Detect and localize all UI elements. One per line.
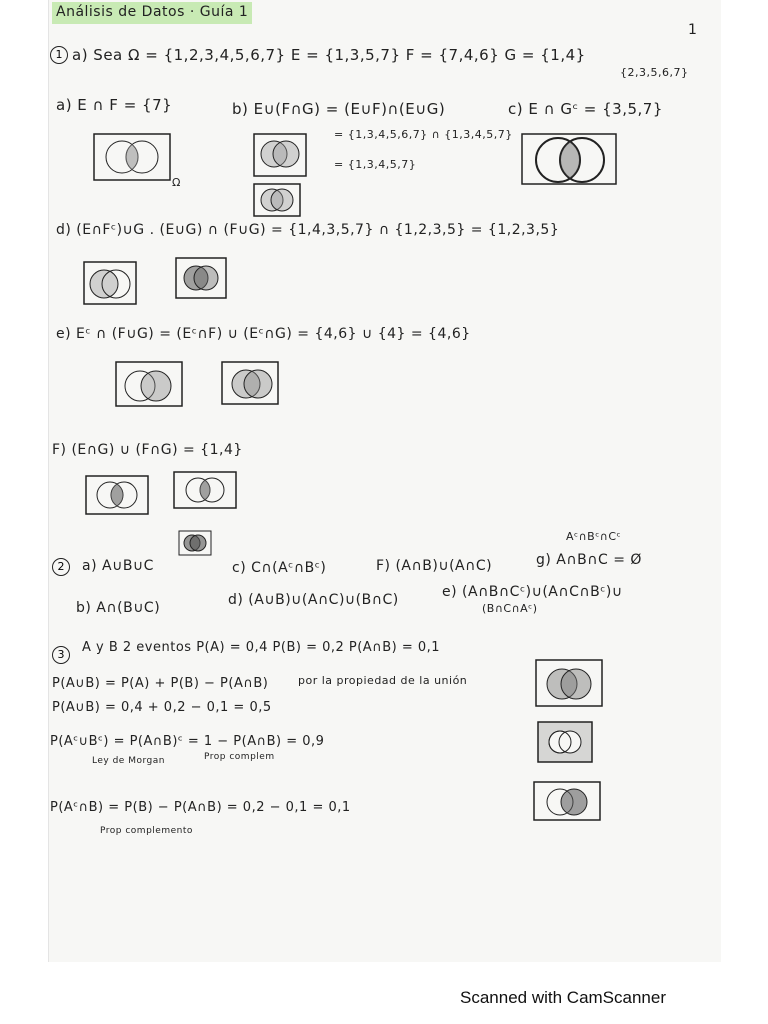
ex1-a: a) E ∩ F = {7}	[56, 96, 173, 114]
venn-diagram-a	[92, 132, 172, 182]
ex3-l3-note2: Prop complem	[204, 752, 275, 762]
exercise-3-number: 3	[52, 646, 70, 664]
venn-diagram-3b	[536, 720, 594, 764]
ex1-b-line2: = {1,3,4,5,6,7} ∩ {1,3,4,5,7}	[334, 128, 513, 141]
venn-diagram-b2	[252, 182, 302, 218]
ex3-l1-note: por la propiedad de la unión	[298, 674, 468, 687]
ex3-l4: P(Aᶜ∩B) = P(B) − P(A∩B) = 0,2 − 0,1 = 0,1	[50, 800, 351, 815]
ex2-g-note: Aᶜ∩Bᶜ∩Cᶜ	[566, 530, 622, 543]
ex3-intro: A y B 2 eventos P(A) = 0,4 P(B) = 0,2 P(A∩B) = 0,1	[82, 640, 441, 655]
ex1-d: d) (E∩Fᶜ)∪G . (E∪G) ∩ (F∪G) = {1,4,3,5,7} ∩ {1,2,3,5} = {1,2,3,5}	[56, 222, 560, 238]
camscanner-watermark: Scanned with CamScanner	[460, 988, 667, 1007]
ex1-e: e) Eᶜ ∩ (F∪G) = (Eᶜ∩F) ∪ (Eᶜ∩G) = {4,6} ∪ {4} = {4,6}	[56, 326, 471, 342]
ex1-f: F) (E∩G) ∪ (F∩G) = {1,4}	[52, 442, 243, 458]
ex1-c: c) E ∩ Gᶜ = {3,5,7}	[508, 100, 663, 118]
ex3-l3-note1: Ley de Morgan	[92, 756, 165, 766]
ex2-a: a) A∪B∪C	[82, 558, 154, 574]
ex3-l2: P(A∪B) = 0,4 + 0,2 − 0,1 = 0,5	[52, 700, 272, 715]
ex3-l4-note: Prop complemento	[100, 826, 193, 836]
omega-label-a: Ω	[172, 176, 181, 189]
ex1-b: b) E∪(F∩G) = (E∪F)∩(E∪G)	[232, 100, 446, 118]
ex2-g: g) A∩B∩C = Ø	[536, 552, 642, 568]
venn-diagram-3a	[534, 658, 604, 708]
ex2-e-line2: (B∩C∩Aᶜ)	[482, 602, 538, 615]
venn-diagram-e1	[114, 360, 184, 408]
ex1-statement: a) Sea Ω = {1,2,3,4,5,6,7} E = {1,3,5,7} F = {7,4,6} G = {1,4}	[72, 46, 586, 64]
exercise-1-number: 1	[50, 46, 68, 64]
page-title: Análisis de Datos · Guía 1	[56, 4, 249, 20]
ex1-b-line3: = {1,3,4,5,7}	[334, 158, 417, 171]
venn-diagram-b1	[252, 132, 308, 178]
venn-diagram-d2	[174, 256, 228, 300]
exercise-2-number: 2	[52, 558, 70, 576]
ex2-c: c) C∩(Aᶜ∩Bᶜ)	[232, 560, 327, 576]
ex2-e: e) (A∩B∩Cᶜ)∪(A∩C∩Bᶜ)∪	[442, 584, 623, 600]
ex1-aside: {2,3,5,6,7}	[620, 66, 689, 79]
ex2-f: F) (A∩B)∪(A∩C)	[376, 558, 493, 574]
ex2-b: b) A∩(B∪C)	[76, 600, 161, 616]
venn-diagram-3c	[532, 780, 602, 822]
venn-diagram-c	[520, 132, 618, 186]
venn-diagram-d1	[82, 260, 138, 306]
ex3-l1: P(A∪B) = P(A) + P(B) − P(A∩B)	[52, 676, 269, 691]
venn-diagram-f2	[172, 470, 238, 510]
ex2-d: d) (A∪B)∪(A∩C)∪(B∩C)	[228, 592, 399, 608]
venn-diagram-f1	[84, 474, 150, 516]
page-number: 1	[688, 22, 697, 38]
venn-diagram-2a	[178, 530, 212, 556]
venn-diagram-e2	[220, 360, 280, 406]
ex3-l3: P(Aᶜ∪Bᶜ) = P(A∩B)ᶜ = 1 − P(A∩B) = 0,9	[50, 734, 325, 749]
